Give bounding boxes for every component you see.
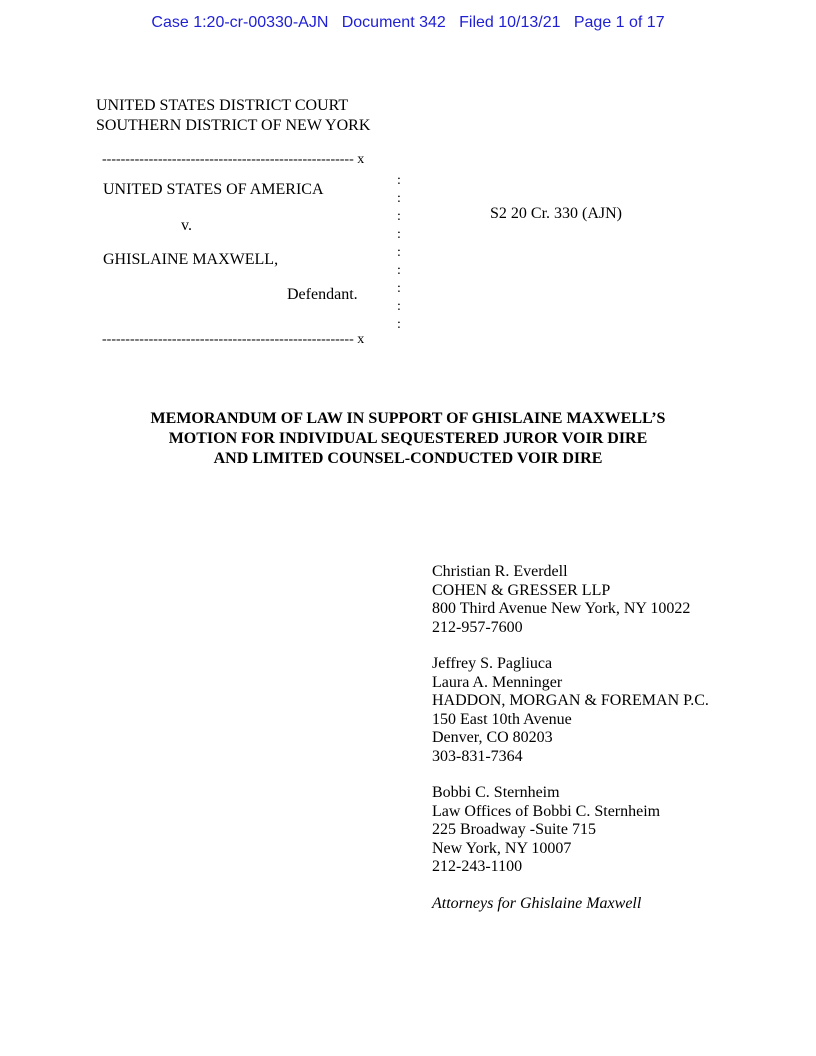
caption-bottom-rule: ------------------------------------------------------ x — [102, 332, 365, 347]
defendant-name: GHISLAINE MAXWELL, — [103, 251, 279, 268]
counsel-block-cohen-gresser — [432, 563, 709, 637]
court-name-line-1: UNITED STATES DISTRICT COURT — [96, 97, 349, 114]
caption-colon: : — [397, 227, 401, 242]
counsel-line: Laura A. Menninger — [432, 673, 563, 691]
caption-colon: : — [397, 191, 401, 206]
counsel-line: Christian R. Everdell — [432, 563, 568, 580]
defendant-label: Defendant. — [287, 286, 358, 303]
counsel-line: 212-957-7600 — [432, 618, 523, 636]
counsel-line: 225 Broadway -Suite 715 — [432, 821, 596, 838]
caption-colon: : — [397, 209, 401, 224]
case-header-stamp: Case 1:20-cr-00330-AJN Document 342 Filed 10/13/21 Page 1 of 17 — [151, 14, 665, 31]
counsel-line: HADDON, MORGAN & FOREMAN P.C. — [432, 692, 709, 709]
caption-colon: : — [397, 317, 401, 332]
court-name-line-2: SOUTHERN DISTRICT OF NEW YORK — [96, 117, 371, 134]
counsel-block-sternheim — [432, 784, 709, 877]
counsel-block-haddon-morgan — [432, 655, 709, 766]
counsel-line: Bobbi C. Sternheim — [432, 784, 560, 801]
document-title — [0, 409, 816, 469]
caption-colon: : — [397, 173, 401, 188]
counsel-line: COHEN & GRESSER LLP — [432, 581, 611, 599]
counsel-line: Law Offices of Bobbi C. Sternheim — [432, 802, 661, 820]
counsel-line: Denver, CO 80203 — [432, 729, 553, 746]
counsel-line: 303-831-7364 — [432, 747, 523, 765]
case-number: S2 20 Cr. 330 (AJN) — [490, 205, 623, 222]
counsel-line: 212-243-1100 — [432, 858, 523, 875]
caption-colon: : — [397, 299, 401, 314]
versus-label: v. — [181, 217, 192, 234]
attorneys-for-label: Attorneys for Ghislaine Maxwell — [432, 894, 642, 912]
counsel-line: 800 Third Avenue New York, NY 10022 — [432, 600, 691, 617]
caption-colon: : — [397, 245, 401, 260]
document-title-line-3: AND LIMITED COUNSEL-CONDUCTED VOIR DIRE — [213, 450, 603, 467]
counsel-signature-block — [432, 563, 709, 913]
caption-colon: : — [397, 263, 401, 278]
plaintiff-name: UNITED STATES OF AMERICA — [103, 181, 324, 198]
document-title-line-1: MEMORANDUM OF LAW IN SUPPORT OF GHISLAINE MAXWELL’S — [150, 410, 666, 427]
counsel-line: New York, NY 10007 — [432, 839, 572, 857]
caption-top-rule: ------------------------------------------------------ x — [102, 152, 365, 167]
document-title-line-2: MOTION FOR INDIVIDUAL SEQUESTERED JUROR VOIR DIRE — [168, 430, 648, 447]
caption-colon-column — [397, 172, 401, 334]
court-name — [96, 96, 370, 136]
caption-colon: : — [397, 281, 401, 296]
counsel-line: 150 East 10th Avenue — [432, 710, 572, 728]
counsel-line: Jeffrey S. Pagliuca — [432, 655, 553, 672]
